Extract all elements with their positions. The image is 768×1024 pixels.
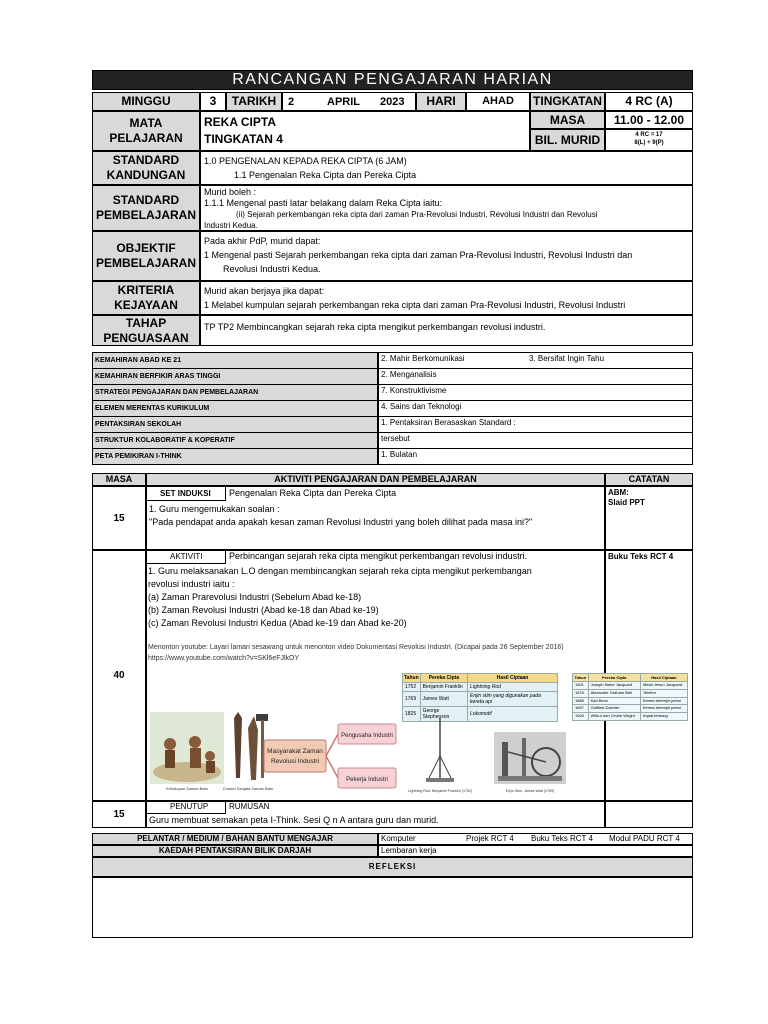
mata-label-line1: MATA xyxy=(129,116,163,130)
lightning-rod-illustration xyxy=(400,716,480,796)
sp-label-line2: PEMBELAJARAN xyxy=(95,208,196,222)
video-link[interactable]: https://www.youtube.com/watch?v=SKl6eFJlkOY xyxy=(148,655,300,662)
standard-kandungan-label xyxy=(92,151,200,185)
aktiviti-column-header: AKTIVITI PENGAJARAN DAN PEMBELAJARAN xyxy=(146,473,605,486)
sk-label-line2: KANDUNGAN xyxy=(106,168,186,182)
table-cell: 1752 xyxy=(403,683,421,692)
society-diagram xyxy=(262,718,398,794)
element-value-text-2: 3. Bersifat Ingin Tahu xyxy=(529,354,605,363)
inventor-table-1 xyxy=(402,673,558,722)
table-cell: Kapal terbang xyxy=(640,713,687,721)
catatan-abm: ABM: xyxy=(608,488,629,497)
refleksi-area[interactable] xyxy=(92,877,693,938)
penutup-title: RUMUSAN xyxy=(229,802,270,811)
aktiviti-catatan: Buku Teks RCT 4 xyxy=(605,550,693,801)
penutup-line1: Guru membuat semakan peta I-Think. Sesi Q n A antara guru dan murid. xyxy=(149,815,439,825)
diagram-bottom: Pekerja Industri xyxy=(346,777,388,783)
aktiviti-body xyxy=(148,565,532,630)
table-cell: Lightning Rod xyxy=(468,683,558,692)
objektif-value xyxy=(200,231,693,281)
table-header-cell: Hasil Ciptaan xyxy=(640,674,687,682)
aktiviti-line3: (a) Zaman Prarevolusi Industri (Sebelum Abad ke-18) xyxy=(148,592,362,602)
bahan-value xyxy=(378,833,693,845)
table-cell: Karl Benz xyxy=(588,697,640,705)
objektif-label xyxy=(92,231,200,281)
element-row-value xyxy=(378,368,693,385)
table-row xyxy=(403,692,558,707)
mata-pelajaran-label xyxy=(92,111,200,151)
diagram-top: Pengusaha Industri xyxy=(341,733,393,739)
element-value-text: 1. Bulatan xyxy=(381,450,418,459)
obj-line2: 1 Mengenal pasti Sejarah perkembangan reka cipta dari zaman Pra-Revolusi Industri, Revolusi Industri dan xyxy=(204,250,633,260)
kriteria-label xyxy=(92,281,200,315)
table-cell: 1885 xyxy=(573,697,589,705)
table-cell: 1903 xyxy=(573,713,589,721)
catatan-slaid: Slaid PPT xyxy=(608,498,645,507)
standard-pembelajaran-value xyxy=(200,185,693,231)
subject-line1: REKA CIPTA xyxy=(204,115,276,129)
mata-label-line2: PELAJARAN xyxy=(109,131,183,145)
element-row-value xyxy=(378,400,693,417)
element-row-label: KEMAHIRAN ABAD KE 21 xyxy=(92,352,378,369)
table-cell: Kereta berenjin petrol xyxy=(640,705,687,713)
diagram-center-line1: Masyarakat Zaman xyxy=(267,748,323,755)
kk-line1: Murid akan berjaya jika dapat: xyxy=(204,286,325,296)
table-header-cell: Tahun xyxy=(574,675,587,680)
elements-table xyxy=(92,352,693,464)
aktiviti-masa: 40 xyxy=(92,550,146,801)
table-cell: Mesin tenun Jacquard xyxy=(640,682,687,690)
penutup-catatan xyxy=(605,801,693,828)
tarikh-label: TARIKH xyxy=(226,92,282,111)
bahan-3: Buku Teks RCT 4 xyxy=(531,834,593,843)
element-row-value xyxy=(378,416,693,433)
tp-line1: TP TP2 Membincangkan sejarah reka cipta mengikut perkembangan revolusi industri. xyxy=(204,322,546,332)
minggu-value: 3 xyxy=(200,92,226,111)
table-header-cell: Pereka Cipta xyxy=(420,674,467,683)
table-cell: 1769 xyxy=(403,692,421,707)
engine-caption: Enjin Stim, James Watt (1769) xyxy=(505,789,555,793)
table-cell: Gottlieb Daimler xyxy=(588,705,640,713)
obj-line3: Revolusi Industri Kedua. xyxy=(223,264,321,274)
tahap-label xyxy=(92,315,200,346)
table-cell: 1825 xyxy=(403,707,421,722)
obj-label-line2: PEMBELAJARAN xyxy=(95,256,196,270)
sk-label-line1: STANDARD xyxy=(112,153,180,167)
bahan-4: Modul PADU RCT 4 xyxy=(609,834,680,843)
inventor-table-2 xyxy=(572,673,688,721)
table-header-cell: Tahun xyxy=(404,675,419,681)
obj-line1: Pada akhir PdP, murid dapat: xyxy=(204,236,321,246)
aktiviti-line1: 1. Guru melaksanakan L.O dengan membincangkan sejarah reka cipta mengikut perkembangan xyxy=(148,566,532,576)
standard-pembelajaran-label xyxy=(92,185,200,231)
page-title: RANCANGAN PENGAJARAN HARIAN xyxy=(232,71,553,88)
sp-line4: Industri Kedua. xyxy=(204,221,258,230)
kaedah-value: Lembaran kerja xyxy=(378,845,693,857)
element-row-value xyxy=(378,432,693,449)
page-title-bar xyxy=(92,70,693,90)
video-reference xyxy=(148,642,564,664)
element-row-value xyxy=(378,352,693,369)
tarikh-value xyxy=(282,92,416,111)
masa-value: 11.00 - 12.00 xyxy=(605,111,693,129)
prehistoric-illustration xyxy=(150,712,224,792)
obj-label-line1: OBJEKTIF xyxy=(116,241,176,255)
table-cell: Kereta berenjin petrol xyxy=(640,697,687,705)
sk-line1: 1.0 PENGENALAN KEPADA REKA CIPTA (6 JAM) xyxy=(204,156,407,166)
table-row xyxy=(573,689,688,697)
bil-murid-label: BIL. MURID xyxy=(530,129,605,151)
kaedah-label: KAEDAH PENTAKSIRAN BILIK DARJAH xyxy=(92,845,378,857)
table-cell: Telefon xyxy=(640,689,687,697)
kk-label-line1: KRITERIA xyxy=(117,283,175,297)
sp-line1: Murid boleh : xyxy=(204,187,257,197)
element-value-text: 7. Konstruktivisme xyxy=(381,386,447,395)
date-month: APRIL xyxy=(327,96,360,108)
table-row xyxy=(573,713,688,721)
inventor-table-2-grid xyxy=(572,673,688,721)
element-value-text: tersebut xyxy=(381,434,410,443)
element-value-text: 4. Sains dan Teknologi xyxy=(381,402,462,411)
set-induksi-masa: 15 xyxy=(92,486,146,550)
aktiviti-line4: (b) Zaman Revolusi Industri (Abad ke-18 dan Abad ke-19) xyxy=(148,605,379,615)
table-row xyxy=(573,682,688,690)
element-row-label: PENTAKSIRAN SEKOLAH xyxy=(92,416,378,433)
table-cell: 1801 xyxy=(573,682,589,690)
tahap-value xyxy=(200,315,693,346)
refleksi-label: REFLEKSI xyxy=(92,857,693,877)
table-row xyxy=(573,705,688,713)
element-row-value xyxy=(378,448,693,465)
set-induksi-title: Pengenalan Reka Cipta dan Pereka Cipta xyxy=(229,488,397,498)
bil-murid-value xyxy=(605,129,693,151)
aktiviti-line5: (c) Zaman Revolusi Industri Kedua (Abad ke-19 dan Abad ke-20) xyxy=(148,618,407,628)
minggu-label: MINGGU xyxy=(92,92,200,111)
standard-kandungan-value xyxy=(200,151,693,185)
bahan-1: Komputer xyxy=(381,834,416,843)
table-row xyxy=(573,697,688,705)
date-day: 2 xyxy=(288,96,295,108)
bil-line1: 4 RC = 17 xyxy=(635,132,663,138)
kriteria-value xyxy=(200,281,693,315)
bahan-label: PELANTAR / MEDIUM / BAHAN BANTU MENGAJAR xyxy=(92,833,378,845)
element-value-text: 1. Pentaksiran Berasaskan Standard : xyxy=(381,418,516,427)
sp-line2: 1.1.1 Mengenal pasti latar belakang dalam Reka Cipta iaitu: xyxy=(204,198,443,208)
element-value-text: 2. Menganalisis xyxy=(381,370,437,379)
hari-label: HARI xyxy=(416,92,466,111)
sp-line3: (ii) Sejarah perkembangan reka cipta dari zaman Pra-Revolusi Industri, Revolusi Industri dan Revolusi xyxy=(236,210,598,219)
subject-value xyxy=(200,111,530,151)
table-header-cell: Hasil Ciptaan xyxy=(468,674,558,683)
penutup-label: PENUTUP xyxy=(146,801,226,814)
table-cell: James Watt xyxy=(420,692,467,707)
element-value-text: 2. Mahir Berkomunikasi xyxy=(381,354,465,363)
kk-line2: 1 Melabel kumpulan sejarah perkembangan reka cipta dari zaman Pra-Revolusi Industri, Revolusi Industri xyxy=(204,300,626,310)
aktiviti-label: AKTIVITI xyxy=(146,550,226,564)
aktiviti-title: Perbincangan sejarah reka cipta mengikut perkembangan revolusi industri. xyxy=(229,551,528,561)
set-induksi-line2: "Pada pendapat anda apakah kesan zaman Revolusi Industri yang boleh dilihat pada masa ini?" xyxy=(149,517,533,527)
table-header-cell: Pereka Cipta xyxy=(588,674,640,682)
element-row-label: PETA PEMIKIRAN I-THINK xyxy=(92,448,378,465)
table-cell: Joseph Marie Jacquard xyxy=(588,682,640,690)
subject-line2: TINGKATAN 4 xyxy=(204,132,283,146)
sk-line2: 1.1 Pengenalan Reka Cipta dan Pereka Cipta xyxy=(234,170,417,180)
table-cell: Lokomotif xyxy=(468,707,558,722)
penutup-masa: 15 xyxy=(92,801,146,828)
element-row-label: STRATEGI PENGAJARAN DAN PEMBELAJARAN xyxy=(92,384,378,401)
kk-label-line2: KEJAYAAN xyxy=(114,298,178,312)
diagram-center-line2: Revolusi Industri xyxy=(270,758,320,765)
inventor-table-1-grid xyxy=(402,673,558,722)
tingkatan-value: 4 RC (A) xyxy=(605,92,693,111)
table-cell: 1876 xyxy=(573,689,589,697)
catatan-column-header: CATATAN xyxy=(605,473,693,486)
tools-caption: Contoh Senjata Zaman Batu xyxy=(222,786,274,791)
masa-label: MASA xyxy=(530,111,605,129)
lightning-caption: Lightning Rod, Benjamin Franklin (1752) xyxy=(407,789,473,793)
hari-value: AHAD xyxy=(466,92,530,111)
element-row-label: KEMAHIRAN BERFIKIR ARAS TINGGI xyxy=(92,368,378,385)
element-row-value xyxy=(378,384,693,401)
masa-column-header: MASA xyxy=(92,473,146,486)
tp-label-line1: TAHAP xyxy=(125,315,167,330)
bil-line2: 8(L) + 9(P) xyxy=(634,140,664,146)
element-row-label: ELEMEN MERENTAS KURIKULUM xyxy=(92,400,378,417)
element-row-label: STRUKTUR KOLABORATIF & KOPERATIF xyxy=(92,432,378,449)
tingkatan-label: TINGKATAN xyxy=(530,92,605,111)
table-cell: Benjamin Franklin xyxy=(420,683,467,692)
sp-label-line1: STANDARD xyxy=(112,193,180,207)
prehistoric-caption: Kehidupan Zaman Batu xyxy=(165,786,209,791)
table-cell: George Stephenson xyxy=(420,707,467,722)
table-cell: Enjin stim yang digunakan pada kereta api xyxy=(468,692,558,707)
bahan-2: Projek RCT 4 xyxy=(466,834,514,843)
set-induksi-label: SET INDUKSI xyxy=(146,486,226,501)
video-line1: Menonton youtube: Layari laman sesawang untuk menonton video Dokumentasi Revolusi Industri. (Dicapai pada 26 September 2016) xyxy=(148,644,564,651)
table-row xyxy=(403,683,558,692)
date-year: 2023 xyxy=(380,96,405,108)
table-cell: Alexander Graham Bell xyxy=(588,689,640,697)
set-induksi-line1: 1. Guru mengemukakan soalan : xyxy=(149,504,280,514)
steam-engine-illustration xyxy=(492,732,568,796)
aktiviti-line2: revolusi industri iaitu : xyxy=(148,579,235,589)
set-induksi-catatan xyxy=(605,486,693,550)
tp-label-line2: PENGUASAAN xyxy=(103,330,189,345)
table-cell: Wilbur dan Orville Wright xyxy=(588,713,640,721)
table-cell: 1897 xyxy=(573,705,589,713)
